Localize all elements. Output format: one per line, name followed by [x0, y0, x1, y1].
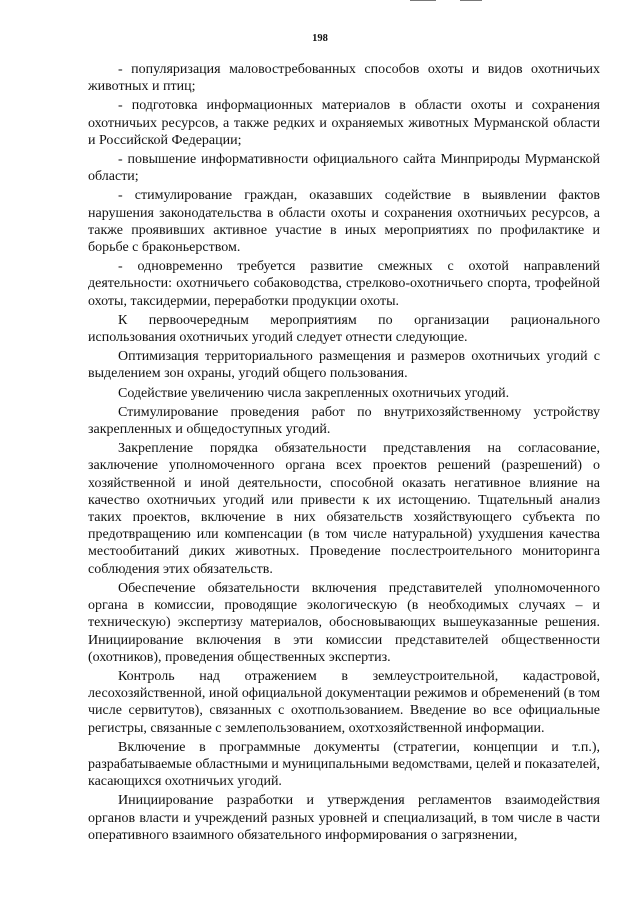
paragraph-control: Контроль над отражением в землеустроительной, кадастровой, лесохозяйственной, иной официальной документации режимов и обременений (в том числе сервитутов), связанных с охотпользованием. Введение во все официальные регистры, связанные с землепользованием, охотхозяйственной информации.: [88, 668, 600, 736]
paragraph-commission-inclusion: Обеспечение обязательности включения представителей уполномоченного органа в комиссии, проводящие экологическую (в необходимых случаях – и техническую) экспертизу материалов, обосновывающих вышеуказанные решения. Инициирование включения в эти комиссии представителей общественности (охотников), проведения общественных экспертиз.: [88, 580, 600, 665]
paragraph-bullet-website: - повышение информативности официального сайта Минприроды Мурманской области;: [88, 152, 600, 185]
scan-mark-left: [410, 0, 436, 1]
paragraph-program-documents: Включение в программные документы (стратегии, концепции и т.п.), разрабатываемые областными и муниципальными ведомствами, целей и показателей, касающихся охотничьих угодий.: [88, 739, 600, 790]
paragraph-assistance: Содействие увеличению числа закрепленных охотничьих угодий.: [118, 385, 510, 401]
paragraph-bullet-popularization: - популяризация маловостребованных способов охоты и видов охотничьих животных и птиц;: [88, 62, 600, 95]
paragraph-approval-procedure: Закрепление порядка обязательности представления на согласование, заключение уполномоченного органа всех проектов решений (разрешений) о хозяйственной и иной деятельности, способной оказать негативное влияние на качество охотничьих угодий или привести к их истощению. Тщательный анализ таких проектов, включение в них обязательств хозяйствующего субъекта по предотвращению или компенсации (в том числе натуральной) ухудшения качества местообитаний диких животных. Проведение послестроительного мониторинга соблюдения этих обязательств.: [88, 441, 600, 577]
paragraph-regulations: Инициирование разработки и утверждения регламентов взаимодействия органов власти и учреждений разных уровней и специализаций, в том числе в части оперативного взаимного обязательного информирования о загрязнении,: [88, 793, 600, 843]
paragraph-optimization: Оптимизация территориального размещения и размеров охотничьих угодий с выделением зон охраны, угодий общего пользования.: [88, 349, 600, 382]
page-number: 198: [312, 33, 328, 44]
paragraph-bullet-related-activities: - одновременно требуется развитие смежных с охотой направлений деятельности: охотничьего собаководства, стрелково-охотничьего спорта, трофейной охоты, таксидермии, переработки продукции охоты.: [88, 259, 600, 309]
paragraph-stimulating-works: Стимулирование проведения работ по внутрихозяйственному устройству закрепленных и общедоступных угодий.: [88, 404, 600, 438]
paragraph-bullet-materials: - подготовка информационных материалов в области охоты и сохранения охотничьих ресурсов, а также редких и охраняемых животных Мурманской области и Российской Федерации;: [88, 98, 600, 148]
scan-mark-right: [460, 0, 482, 1]
scan-top-marks: [410, 0, 490, 3]
document-body: [88, 61, 600, 846]
paragraph-bullet-stimulation: - стимулирование граждан, оказавших содействие в выявлении фактов нарушения законодательства в области охоты и сохранения охотничьих ресурсов, а также проявивших активное участие в иных мероприятиях по профилактике и борьбе с браконьерством.: [88, 188, 600, 256]
paragraph-priority-measures: К первоочередным мероприятиям по организации рационального использования охотничьих угодий следует отнести следующие.: [88, 312, 600, 346]
